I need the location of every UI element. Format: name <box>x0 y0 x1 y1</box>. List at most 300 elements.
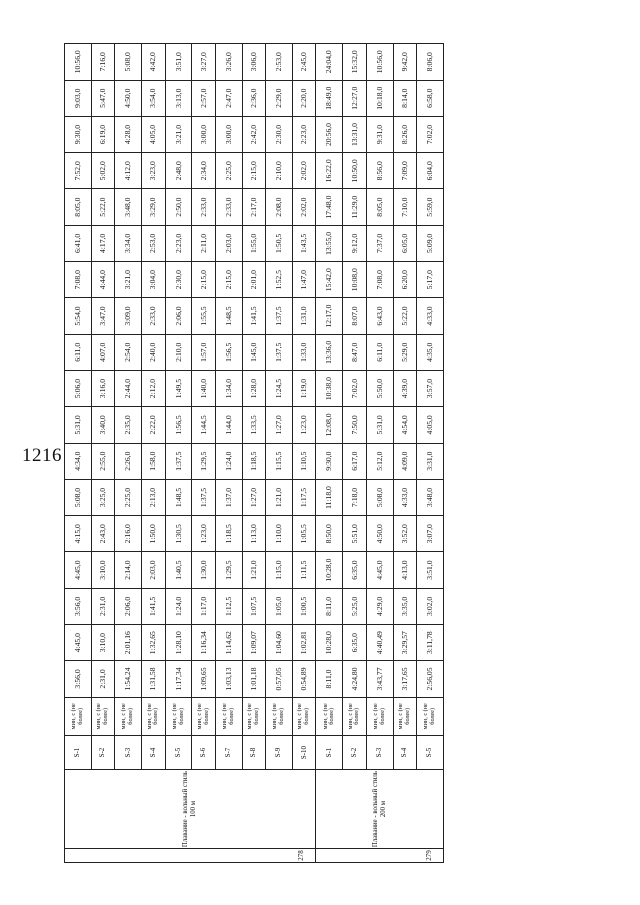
value-cell: 3:35,0 <box>393 588 416 624</box>
value-cell: 24:04,0 <box>316 44 343 81</box>
value-cell: 2:33,0 <box>192 189 215 225</box>
value-cell: 2:03,0 <box>215 225 242 261</box>
value-cell: 1:01,18 <box>242 661 265 697</box>
value-cell: 2:22,0 <box>142 407 165 443</box>
unit-label: мин, с (не более) <box>142 697 165 735</box>
value-cell: 4:33,0 <box>416 298 443 334</box>
sport-name: Плавание - вольный стиль 200 м <box>316 770 444 849</box>
value-cell: 3:07,0 <box>416 516 443 552</box>
table-row <box>192 44 215 863</box>
value-cell: 2:54,0 <box>115 334 142 370</box>
value-cell: 2:15,0 <box>192 262 215 298</box>
value-cell: 1:27,0 <box>242 479 265 515</box>
value-cell: 15:42,0 <box>316 262 343 298</box>
value-cell: 4:35,0 <box>416 334 443 370</box>
value-cell: 7:02,0 <box>416 116 443 152</box>
value-cell: 1:05,5 <box>293 516 316 552</box>
value-cell: 2:02,0 <box>293 153 316 189</box>
value-cell: 7:37,0 <box>366 225 393 261</box>
value-cell: 1:37,5 <box>266 334 293 370</box>
value-cell: 4:50,0 <box>366 516 393 552</box>
value-cell: 2:34,0 <box>192 153 215 189</box>
value-cell: 1:24,0 <box>165 588 192 624</box>
value-cell: 3:21,0 <box>115 262 142 298</box>
value-cell: 2:55,0 <box>91 443 114 479</box>
value-cell: 3:51,0 <box>416 552 443 588</box>
value-cell: 3:31,0 <box>416 443 443 479</box>
value-cell: 1:24,5 <box>266 370 293 406</box>
value-cell: 1:54,24 <box>115 661 142 697</box>
value-cell: 1:27,0 <box>266 407 293 443</box>
value-cell: 3:27,0 <box>192 44 215 81</box>
value-cell: 2:01,0 <box>242 262 265 298</box>
value-cell: 2:02,0 <box>293 189 316 225</box>
class-code: S-1 <box>65 735 92 769</box>
value-cell: 6:35,0 <box>343 552 366 588</box>
value-cell: 4:29,0 <box>366 588 393 624</box>
value-cell: 2:47,0 <box>215 80 242 116</box>
value-cell: 1:48,5 <box>215 298 242 334</box>
unit-label: мин, с (не более) <box>316 697 343 735</box>
value-cell: 1:45,0 <box>242 334 265 370</box>
value-cell: 5:02,0 <box>91 153 114 189</box>
value-cell: 2:36,0 <box>242 80 265 116</box>
value-cell: 2:13,0 <box>142 479 165 515</box>
value-cell: 2:40,0 <box>142 334 165 370</box>
value-cell: 6:11,0 <box>366 334 393 370</box>
value-cell: 2:53,0 <box>142 225 165 261</box>
class-code: S-1 <box>316 735 343 769</box>
table-row <box>65 44 92 863</box>
value-cell: 2:03,0 <box>142 552 165 588</box>
value-cell: 1:02,81 <box>293 625 316 661</box>
value-cell: 5:31,0 <box>65 407 92 443</box>
value-cell: 1:31,0 <box>293 298 316 334</box>
value-cell: 5:29,0 <box>393 334 416 370</box>
value-cell: 1:28,10 <box>165 625 192 661</box>
value-cell: 2:45,0 <box>293 44 316 81</box>
value-cell: 1:17,34 <box>165 661 192 697</box>
value-cell: 3:34,0 <box>115 225 142 261</box>
value-cell: 2:33,0 <box>142 298 165 334</box>
value-cell: 4:42,0 <box>142 44 165 81</box>
value-cell: 1:17,0 <box>192 588 215 624</box>
value-cell: 1:55,0 <box>242 225 265 261</box>
value-cell: 0:57,05 <box>266 661 293 697</box>
standards-table <box>64 43 444 863</box>
table-row <box>266 44 293 863</box>
value-cell: 3:11,78 <box>416 625 443 661</box>
value-cell: 8:11,0 <box>316 588 343 624</box>
table-body <box>65 44 444 863</box>
value-cell: 8:07,0 <box>343 298 366 334</box>
value-cell: 8:50,0 <box>316 516 343 552</box>
value-cell: 2:23,0 <box>165 225 192 261</box>
value-cell: 1:34,0 <box>215 370 242 406</box>
value-cell: 2:15,0 <box>215 262 242 298</box>
value-cell: 1:31,58 <box>142 661 165 697</box>
class-code: S-5 <box>165 735 192 769</box>
value-cell: 8:26,0 <box>393 116 416 152</box>
value-cell: 1:17,5 <box>293 479 316 515</box>
value-cell: 1:07,5 <box>242 588 265 624</box>
table-row <box>316 44 343 863</box>
value-cell: 3:40,0 <box>91 407 114 443</box>
value-cell: 3:04,0 <box>142 262 165 298</box>
value-cell: 10:50,0 <box>343 153 366 189</box>
value-cell: 9:12,0 <box>343 225 366 261</box>
value-cell: 1:37,5 <box>266 298 293 334</box>
value-cell: 1:56,5 <box>215 334 242 370</box>
table-row <box>115 44 142 863</box>
value-cell: 1:29,5 <box>192 443 215 479</box>
value-cell: 10:56,0 <box>366 44 393 81</box>
value-cell: 7:18,0 <box>343 479 366 515</box>
value-cell: 1:40,0 <box>192 370 215 406</box>
value-cell: 5:47,0 <box>91 80 114 116</box>
value-cell: 9:42,0 <box>393 44 416 81</box>
value-cell: 9:31,0 <box>366 116 393 152</box>
value-cell: 1:16,34 <box>192 625 215 661</box>
value-cell: 9:03,0 <box>65 80 92 116</box>
value-cell: 1:24,0 <box>215 443 242 479</box>
value-cell: 4:45,0 <box>366 552 393 588</box>
value-cell: 1:37,0 <box>215 479 242 515</box>
value-cell: 16:22,0 <box>316 153 343 189</box>
value-cell: 5:22,0 <box>393 298 416 334</box>
value-cell: 2:48,0 <box>165 153 192 189</box>
class-code: S-3 <box>366 735 393 769</box>
unit-label: мин, с (не более) <box>343 697 366 735</box>
value-cell: 11:18,0 <box>316 479 343 515</box>
value-cell: 1:58,0 <box>142 443 165 479</box>
value-cell: 4:12,0 <box>115 153 142 189</box>
value-cell: 6:58,0 <box>416 80 443 116</box>
value-cell: 1:44,0 <box>215 407 242 443</box>
value-cell: 7:52,0 <box>65 153 92 189</box>
value-cell: 5:08,0 <box>115 44 142 81</box>
value-cell: 4:45,0 <box>65 625 92 661</box>
value-cell: 4:44,0 <box>91 262 114 298</box>
value-cell: 2:16,0 <box>115 516 142 552</box>
value-cell: 3:02,0 <box>416 588 443 624</box>
value-cell: 4:13,0 <box>393 552 416 588</box>
value-cell: 13:36,0 <box>316 334 343 370</box>
value-cell: 6:43,0 <box>366 298 393 334</box>
value-cell: 3:10,0 <box>91 552 114 588</box>
class-code: S-5 <box>416 735 443 769</box>
class-code: S-4 <box>142 735 165 769</box>
value-cell: 1:48,5 <box>165 479 192 515</box>
value-cell: 2:06,0 <box>165 298 192 334</box>
table-row <box>343 44 366 863</box>
sport-name: Плавание - вольный стиль 100 м <box>65 770 316 849</box>
value-cell: 10:18,0 <box>366 80 393 116</box>
value-cell: 3:23,0 <box>142 153 165 189</box>
value-cell: 5:22,0 <box>91 189 114 225</box>
value-cell: 0:54,89 <box>293 661 316 697</box>
value-cell: 7:10,0 <box>393 189 416 225</box>
value-cell: 10:28,0 <box>316 625 343 661</box>
value-cell: 1:56,5 <box>165 407 192 443</box>
value-cell: 3:06,0 <box>242 44 265 81</box>
value-cell: 3:13,0 <box>165 80 192 116</box>
value-cell: 5:09,0 <box>416 225 443 261</box>
class-code: S-2 <box>91 735 114 769</box>
value-cell: 6:35,0 <box>343 625 366 661</box>
value-cell: 2:12,0 <box>142 370 165 406</box>
value-cell: 9:30,0 <box>316 443 343 479</box>
value-cell: 4:54,0 <box>393 407 416 443</box>
value-cell: 4:50,0 <box>115 80 142 116</box>
value-cell: 1:33,5 <box>242 407 265 443</box>
unit-label: мин, с (не более) <box>242 697 265 735</box>
value-cell: 2:31,0 <box>91 661 114 697</box>
value-cell: 2:56,05 <box>416 661 443 697</box>
section-number: 278 <box>65 848 316 862</box>
value-cell: 5:50,0 <box>366 370 393 406</box>
value-cell: 2:20,0 <box>293 80 316 116</box>
value-cell: 1:10,0 <box>266 516 293 552</box>
value-cell: 5:31,0 <box>366 407 393 443</box>
value-cell: 6:04,0 <box>416 153 443 189</box>
value-cell: 6:19,0 <box>91 116 114 152</box>
unit-label: мин, с (не более) <box>266 697 293 735</box>
value-cell: 2:06,0 <box>115 588 142 624</box>
value-cell: 1:30,0 <box>192 552 215 588</box>
value-cell: 1:44,5 <box>192 407 215 443</box>
unit-label: мин, с (не более) <box>393 697 416 735</box>
class-code: S-10 <box>293 735 316 769</box>
value-cell: 2:30,0 <box>165 262 192 298</box>
unit-label: мин, с (не более) <box>165 697 192 735</box>
value-cell: 5:51,0 <box>343 516 366 552</box>
value-cell: 4:33,0 <box>393 479 416 515</box>
table-row <box>142 44 165 863</box>
value-cell: 12:17,0 <box>316 298 343 334</box>
value-cell: 1:18,5 <box>242 443 265 479</box>
class-code: S-2 <box>343 735 366 769</box>
value-cell: 2:53,0 <box>266 44 293 81</box>
value-cell: 4:05,0 <box>416 407 443 443</box>
class-code: S-6 <box>192 735 215 769</box>
value-cell: 3:56,0 <box>65 588 92 624</box>
value-cell: 2:08,0 <box>266 189 293 225</box>
value-cell: 5:25,0 <box>343 588 366 624</box>
value-cell: 5:17,0 <box>416 262 443 298</box>
value-cell: 1:41,5 <box>242 298 265 334</box>
value-cell: 4:39,0 <box>393 370 416 406</box>
value-cell: 7:09,0 <box>393 153 416 189</box>
value-cell: 1:37,5 <box>192 479 215 515</box>
value-cell: 3:29,0 <box>142 189 165 225</box>
value-cell: 4:07,0 <box>91 334 114 370</box>
value-cell: 3:56,0 <box>65 661 92 697</box>
value-cell: 11:29,0 <box>343 189 366 225</box>
value-cell: 4:24,80 <box>343 661 366 697</box>
unit-label: мин, с (не более) <box>65 697 92 735</box>
value-cell: 2:15,0 <box>242 153 265 189</box>
value-cell: 2:10,0 <box>266 153 293 189</box>
value-cell: 5:12,0 <box>366 443 393 479</box>
table-row <box>242 44 265 863</box>
unit-label: мин, с (не более) <box>91 697 114 735</box>
value-cell: 1:21,0 <box>266 479 293 515</box>
value-cell: 1:28,0 <box>242 370 265 406</box>
page-number: 1216 <box>22 445 62 466</box>
value-cell: 4:09,0 <box>393 443 416 479</box>
value-cell: 4:28,0 <box>115 116 142 152</box>
unit-label: мин, с (не более) <box>416 697 443 735</box>
value-cell: 1:05,0 <box>266 588 293 624</box>
value-cell: 7:16,0 <box>91 44 114 81</box>
unit-label: мин, с (не более) <box>293 697 316 735</box>
section-number: 279 <box>316 848 444 862</box>
value-cell: 7:08,0 <box>65 262 92 298</box>
value-cell: 6:20,0 <box>393 262 416 298</box>
value-cell: 2:14,0 <box>115 552 142 588</box>
value-cell: 6:41,0 <box>65 225 92 261</box>
value-cell: 8:06,0 <box>416 44 443 81</box>
value-cell: 13:55,0 <box>316 225 343 261</box>
unit-label: мин, с (не более) <box>115 697 142 735</box>
value-cell: 3:54,0 <box>142 80 165 116</box>
value-cell: 8:14,0 <box>393 80 416 116</box>
value-cell: 6:17,0 <box>343 443 366 479</box>
value-cell: 7:02,0 <box>343 370 366 406</box>
value-cell: 1:15,5 <box>266 443 293 479</box>
unit-label: мин, с (не более) <box>192 697 215 735</box>
value-cell: 1:03,13 <box>215 661 242 697</box>
value-cell: 3:09,0 <box>115 298 142 334</box>
value-cell: 9:30,0 <box>65 116 92 152</box>
value-cell: 6:05,0 <box>393 225 416 261</box>
value-cell: 5:06,0 <box>65 370 92 406</box>
class-code: S-8 <box>242 735 265 769</box>
value-cell: 1:33,0 <box>293 334 316 370</box>
value-cell: 2:35,0 <box>115 407 142 443</box>
value-cell: 10:28,0 <box>316 552 343 588</box>
value-cell: 2:43,0 <box>91 516 114 552</box>
value-cell: 1:15,0 <box>266 552 293 588</box>
value-cell: 1:29,5 <box>215 552 242 588</box>
value-cell: 2:11,0 <box>192 225 215 261</box>
value-cell: 3:43,77 <box>366 661 393 697</box>
value-cell: 4:40,49 <box>366 625 393 661</box>
value-cell: 7:50,0 <box>343 407 366 443</box>
value-cell: 15:32,0 <box>343 44 366 81</box>
value-cell: 1:37,5 <box>165 443 192 479</box>
unit-label: мин, с (не более) <box>215 697 242 735</box>
value-cell: 8:47,0 <box>343 334 366 370</box>
value-cell: 1:00,5 <box>293 588 316 624</box>
class-code: S-9 <box>266 735 293 769</box>
value-cell: 10:08,0 <box>343 262 366 298</box>
value-cell: 3:26,0 <box>215 44 242 81</box>
value-cell: 4:15,0 <box>65 516 92 552</box>
value-cell: 2:33,0 <box>215 189 242 225</box>
value-cell: 3:48,0 <box>115 189 142 225</box>
value-cell: 3:16,0 <box>91 370 114 406</box>
value-cell: 2:01,16 <box>115 625 142 661</box>
value-cell: 2:31,0 <box>91 588 114 624</box>
value-cell: 3:00,0 <box>215 116 242 152</box>
value-cell: 3:51,0 <box>165 44 192 81</box>
value-cell: 5:54,0 <box>65 298 92 334</box>
value-cell: 17:48,0 <box>316 189 343 225</box>
value-cell: 2:29,0 <box>266 80 293 116</box>
table-row <box>215 44 242 863</box>
value-cell: 12:08,0 <box>316 407 343 443</box>
value-cell: 1:12,5 <box>215 588 242 624</box>
value-cell: 1:30,5 <box>165 516 192 552</box>
value-cell: 12:27,0 <box>343 80 366 116</box>
value-cell: 1:09,07 <box>242 625 265 661</box>
value-cell: 1:10,5 <box>293 443 316 479</box>
value-cell: 3:57,0 <box>416 370 443 406</box>
table-row <box>366 44 393 863</box>
value-cell: 1:21,0 <box>242 552 265 588</box>
value-cell: 5:59,0 <box>416 189 443 225</box>
value-cell: 20:56,0 <box>316 116 343 152</box>
value-cell: 3:10,0 <box>91 625 114 661</box>
unit-label: мин, с (не более) <box>366 697 393 735</box>
table-row <box>416 44 443 863</box>
value-cell: 1:40,5 <box>165 552 192 588</box>
value-cell: 1:47,0 <box>293 262 316 298</box>
value-cell: 2:44,0 <box>115 370 142 406</box>
rotated-table-wrapper <box>64 43 444 863</box>
value-cell: 1:14,62 <box>215 625 242 661</box>
value-cell: 8:56,0 <box>366 153 393 189</box>
value-cell: 6:11,0 <box>65 334 92 370</box>
value-cell: 1:23,0 <box>293 407 316 443</box>
value-cell: 8:05,0 <box>366 189 393 225</box>
value-cell: 2:10,0 <box>165 334 192 370</box>
value-cell: 1:55,5 <box>192 298 215 334</box>
value-cell: 2:23,0 <box>293 116 316 152</box>
value-cell: 2:26,0 <box>115 443 142 479</box>
value-cell: 1:52,5 <box>266 262 293 298</box>
value-cell: 2:57,0 <box>192 80 215 116</box>
value-cell: 2:25,0 <box>115 479 142 515</box>
value-cell: 4:17,0 <box>91 225 114 261</box>
value-cell: 5:08,0 <box>65 479 92 515</box>
value-cell: 3:21,0 <box>165 116 192 152</box>
value-cell: 3:00,0 <box>192 116 215 152</box>
value-cell: 4:34,0 <box>65 443 92 479</box>
value-cell: 2:17,0 <box>242 189 265 225</box>
value-cell: 3:25,0 <box>91 479 114 515</box>
value-cell: 18:49,0 <box>316 80 343 116</box>
class-code: S-7 <box>215 735 242 769</box>
value-cell: 1:13,0 <box>242 516 265 552</box>
value-cell: 2:30,0 <box>266 116 293 152</box>
value-cell: 1:41,5 <box>142 588 165 624</box>
value-cell: 3:17,65 <box>393 661 416 697</box>
value-cell: 3:48,0 <box>416 479 443 515</box>
value-cell: 1:09,65 <box>192 661 215 697</box>
value-cell: 8:05,0 <box>65 189 92 225</box>
value-cell: 3:47,0 <box>91 298 114 334</box>
value-cell: 7:08,0 <box>366 262 393 298</box>
table-row <box>91 44 114 863</box>
value-cell: 3:29,57 <box>393 625 416 661</box>
value-cell: 5:08,0 <box>366 479 393 515</box>
value-cell: 1:32,65 <box>142 625 165 661</box>
value-cell: 1:04,60 <box>266 625 293 661</box>
value-cell: 2:42,0 <box>242 116 265 152</box>
